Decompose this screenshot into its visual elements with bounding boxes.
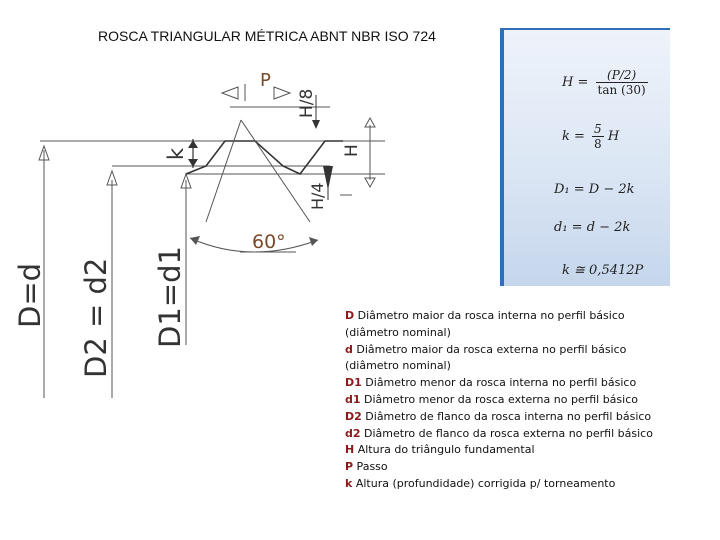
formula-k	[562, 122, 619, 151]
label-angle: 60°	[252, 231, 286, 253]
legend-symbol: D2	[345, 409, 362, 423]
slide-title: ROSCA TRIANGULAR MÉTRICA ABNT NBR ISO 724	[98, 28, 436, 44]
legend-item	[345, 325, 675, 342]
legend-symbol: D	[345, 309, 355, 322]
legend-symbol: k	[345, 476, 353, 490]
formula-H-lhs: H =	[562, 75, 589, 90]
pitch-arrow-right	[274, 87, 290, 99]
legend-text: Diâmetro maior da rosca interna no perfil básico	[354, 309, 625, 322]
flank-right	[241, 120, 310, 222]
formula-H	[562, 68, 648, 97]
legend-symbol: P	[345, 460, 354, 474]
legend-text: Diâmetro menor da rosca externa no perfil básico	[360, 392, 638, 406]
formula-k-lhs: k =	[562, 129, 585, 144]
legend-item	[345, 459, 675, 476]
legend-item	[345, 375, 675, 392]
formula-k-approx: k ≅ 0,5412P	[562, 263, 644, 278]
formula-H-denominator: tan (30)	[597, 83, 646, 97]
legend-text: Altura do triângulo fundamental	[354, 443, 535, 457]
legend-item	[345, 442, 675, 459]
formula-k-numerator: 5	[594, 122, 602, 136]
legend-symbol: D1	[345, 376, 362, 390]
legend-symbol: d1	[345, 392, 361, 406]
legend-text: Altura (profundidade) corrigida p/ torneamento	[352, 476, 616, 490]
legend-item	[345, 308, 675, 325]
formula-k-fraction	[592, 122, 604, 151]
legend-item	[345, 409, 675, 426]
angle-arrow-left	[190, 236, 200, 245]
label-k: k	[164, 147, 188, 160]
label-P: P	[260, 70, 271, 91]
legend-text: Diâmetro de flanco da rosca interna no perfil básico	[361, 409, 652, 423]
formula-D1: D₁ = D − 2k	[554, 182, 635, 197]
formula-panel	[500, 28, 670, 286]
legend-item	[345, 392, 675, 409]
label-H4: H/4	[308, 182, 327, 210]
legend-symbol: d	[345, 342, 353, 356]
label-D2-eq-d2: D2 = d2	[79, 257, 113, 378]
formula-k-denominator: 8	[594, 137, 602, 151]
legend-text: (diâmetro nominal)	[345, 325, 451, 339]
formula-d1: d₁ = d − 2k	[554, 220, 631, 235]
legend-item	[345, 426, 675, 443]
legend-symbol: H	[345, 443, 355, 457]
h8-arrow	[312, 120, 320, 129]
legend-text: Diâmetro menor da rosca interna no perfil básico	[361, 376, 637, 390]
flank-left	[206, 120, 241, 222]
legend-text: Passo	[353, 460, 388, 474]
formula-H-numerator: (P/2)	[596, 68, 648, 83]
formula-H-fraction	[596, 68, 648, 97]
label-D1-eq-d1: D1=d1	[153, 246, 187, 348]
legend-item	[345, 476, 675, 493]
angle-arrow-right	[309, 237, 318, 246]
legend-text: Diâmetro de flanco da rosca externa no perfil básico	[360, 426, 653, 440]
formula-k-rhs: H	[607, 129, 620, 144]
label-D-eq-d: D=d	[13, 262, 47, 328]
legend-item	[345, 358, 675, 375]
legend-text: (diâmetro nominal)	[345, 359, 451, 373]
label-H8: H/8	[297, 88, 317, 118]
label-H: H	[342, 144, 362, 157]
legend-symbol: d2	[345, 426, 361, 440]
legend-text: Diâmetro maior da rosca externa no perfil básico	[352, 342, 627, 356]
pitch-arrow-left	[222, 87, 238, 99]
legend	[345, 308, 675, 493]
thread-profile	[186, 141, 343, 174]
legend-item	[345, 342, 675, 359]
